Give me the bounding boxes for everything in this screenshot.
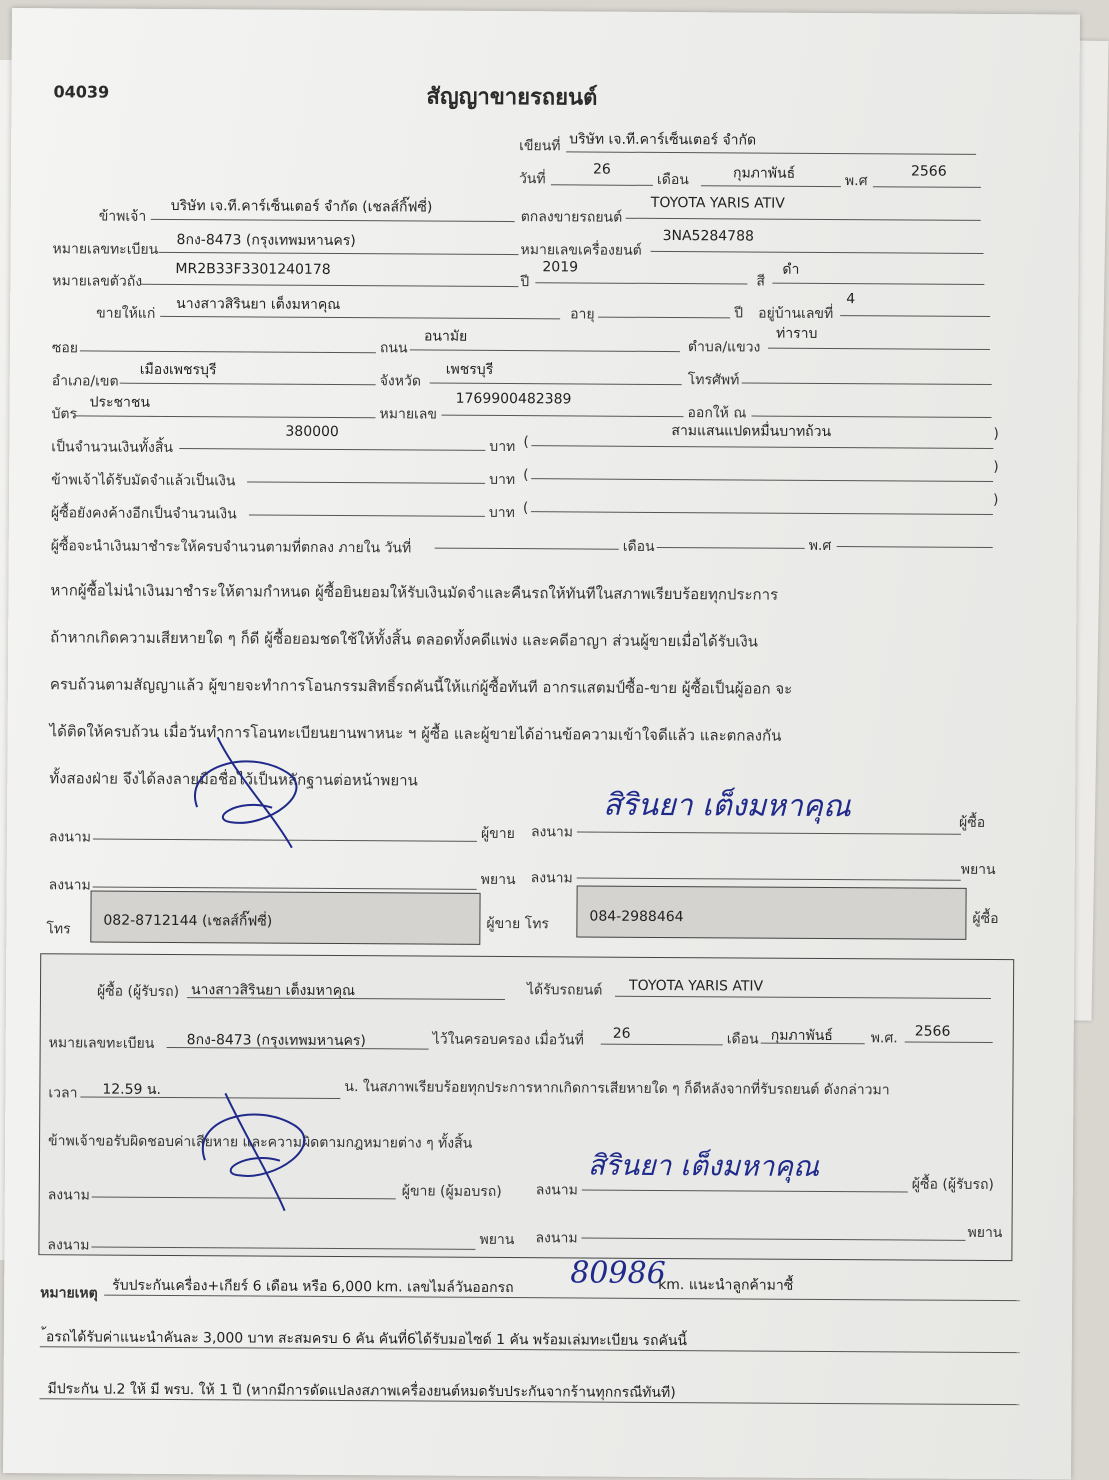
received-car-label: ได้รับรถยนต์ (526, 982, 603, 999)
total-amount-value: 380000 (285, 423, 339, 441)
card-type: ประชาชน (89, 394, 151, 411)
month-label: เดือน (656, 171, 689, 189)
remarks-line-1-tail: km. แนะนำลูกค้ามาซื้ (658, 1276, 794, 1294)
total-close-paren: ) (993, 426, 999, 443)
seller-sign-label: ลงนาม (48, 829, 92, 846)
terms-line-4: ได้ติดให้ครบถ้วน เมื่อวันทำการโอนทะเบียนยานพาหนะ ฯ ผู้ซื้อ และผู้ขายได้อ่านข้อความเข้าใจดีแล้ว และตกลงกัน (49, 722, 782, 745)
chassis-label: หมายเลขตัวถัง (52, 273, 143, 290)
remarks-line-1-rule (104, 1295, 1020, 1302)
remaining-text-line (531, 511, 993, 515)
time-value: 12.59 น. (102, 1081, 162, 1098)
written-at-label: เขียนที่ (519, 138, 561, 155)
buyer-name-line (160, 316, 560, 319)
color-value: ดำ (782, 261, 800, 278)
receipt-witness2-line (581, 1238, 965, 1241)
seller-phone-label: โทร (46, 921, 71, 938)
deposit-line (247, 481, 485, 483)
possession-day: 26 (612, 1025, 631, 1042)
due-month-line (657, 547, 805, 549)
district-value: เมืองเพชรบุรี (139, 361, 217, 379)
possession-day-line (601, 1044, 723, 1046)
plate-value: 8กง-8473 (กรุงเทพมหานคร) (176, 232, 356, 250)
buyer-sign-role: ผู้ซื้อ (958, 814, 986, 831)
seller-line (151, 219, 515, 222)
subdistrict-value: ท่าราบ (775, 325, 818, 342)
witness1-sign-line (93, 887, 477, 890)
color-line (772, 283, 984, 285)
received-car-line (615, 996, 991, 999)
card-number-value: 1769900482389 (455, 390, 572, 408)
terms-line-2: ถ้าหากเกิดความเสียหายใด ๆ ก็ดี ผู้ซื้อยอมชดใช้ให้ทั้งสิ้น ตลอดทั้งคดีแพ่ง และคดีอาญา ส่วนผู้ขายเมื่อได้รับเงิน (50, 628, 759, 651)
car-model: TOYOTA YARIS ATIV (650, 194, 785, 212)
province-label: จังหวัด (379, 373, 422, 390)
receipt-seller-sign-label: ลงนาม (47, 1187, 90, 1204)
receipt-witness2-sign-label: ลงนาม (535, 1230, 578, 1247)
witness2-role: พยาน (960, 861, 996, 879)
receipt-plate-label: หมายเลขทะเบียน (48, 1035, 155, 1052)
receipt-buyer-role: ผู้ซื้อ (ผู้รับรถ) (911, 1176, 994, 1194)
road-value: อนามัย (423, 328, 468, 345)
phone-field-label: โทรศัพท์ (687, 372, 740, 389)
issued-at-line (752, 416, 992, 418)
plate-line (159, 252, 519, 255)
seller-phone-value: 082-8712144 (เชลส์กิ๊ฟซี่) (103, 912, 273, 930)
card-label: บัตร (51, 406, 78, 423)
possession-year-label: พ.ศ. (870, 1030, 898, 1047)
year-line (873, 186, 981, 188)
receipt-seller-role: ผู้ขาย (ผู้มอบรถ) (401, 1183, 502, 1201)
subdistrict-line (768, 348, 990, 350)
province-value: เพชรบุรี (445, 361, 494, 378)
vehicle-year-value: 2019 (542, 259, 579, 276)
possession-year: 2566 (914, 1023, 951, 1040)
written-at-line (566, 151, 976, 155)
remaining-baht-label: บาท (488, 504, 515, 522)
terms-line-3: ครบถ้วนตามสัญญาแล้ว ผู้ขายจะทำการโอนกรรมสิทธิ์รถคันนี้ให้แก่ผู้ซื้อทันที อากรแสตมป์ซื้อ-ขาย ผู้ซื้อเป็นผู้ออก จะ (49, 675, 793, 698)
engine-value: 3NA5284788 (662, 227, 754, 245)
car-model-line (626, 218, 981, 221)
witness1-role: พยาน (480, 871, 516, 889)
month-line (701, 185, 841, 187)
witness1-sign-label: ลงนาม (48, 877, 91, 894)
due-year-line (837, 546, 993, 548)
total-baht-label: บาท (489, 438, 516, 456)
written-at-value: บริษัท เจ.ที.คาร์เซ็นเตอร์ จำกัด (569, 131, 757, 149)
receipt-buyer-label: ผู้ซื้อ (ผู้รับรถ) (96, 983, 180, 1001)
vehicle-receipt-section (38, 953, 1014, 1261)
province-line (430, 383, 682, 386)
color-label: สี (756, 273, 765, 290)
card-number-label: หมายเลข (379, 406, 438, 423)
road-line (410, 349, 680, 352)
card-number-line (442, 415, 684, 417)
mileage-handwritten: 80986 (570, 1255, 666, 1292)
total-amount-text: สามแสนแปดหมื่นบาทถ้วน (671, 423, 832, 441)
receipt-buyer-sign-label: ลงนาม (535, 1182, 578, 1199)
deposit-close-paren: ) (993, 459, 999, 476)
plate-label: หมายเลขทะเบียน (52, 241, 159, 258)
responsibility-text: ข้าพเจ้าขอรับผิดชอบค่าเสียหาย และความผิดตามกฎหมายต่าง ๆ ทั้งสิ้น (48, 1133, 473, 1152)
seller-signature-scribble (177, 727, 328, 858)
total-open-paren: ( (523, 434, 529, 451)
witness2-sign-line (577, 877, 961, 880)
remarks-line-1: รับประกันเครื่อง+เกียร์ 6 เดือน หรือ 6,000 km. เลขไมล์วันออกรถ (112, 1277, 514, 1297)
buyer-signature: สิรินยา เต็งมหาคุณ (603, 787, 851, 825)
engine-line (651, 251, 984, 254)
card-type-line (76, 415, 376, 418)
terms-line-5: ทั้งสองฝ่าย จึงได้ลงลายมือชื่อไว้เป็นหลักฐานต่อหน้าพยาน (49, 769, 418, 790)
deposit-text-line (531, 478, 993, 482)
buyer-sign-line (577, 831, 961, 834)
time-condition-text: น. ในสภาพเรียบร้อยทุกประการหากเกิดการเสียหายใด ๆ ก็ดีหลังจากที่รับรถยนต์ ดังกล่าวมา (344, 1079, 890, 1099)
possession-year-line (905, 1041, 993, 1043)
chassis-value: MR2B33F3301240178 (175, 261, 331, 278)
total-amount-line (179, 448, 485, 451)
seller-label: ข้าพเจ้า (98, 208, 147, 225)
total-amount-label: เป็นจำนวนเงินทั้งสิ้น (51, 439, 174, 456)
seller-sign-role: ผู้ขาย (480, 825, 515, 843)
house-no-line (840, 315, 990, 317)
total-text-line (531, 445, 993, 449)
road-label: ถนน (379, 340, 408, 357)
remaining-open-paren: ( (522, 500, 529, 517)
document-number: 04039 (53, 82, 110, 102)
witness2-sign-label: ลงนาม (530, 870, 573, 887)
remarks-label: หมายเหตุ (40, 1285, 98, 1302)
phone-field-line (742, 382, 992, 385)
remarks-line-3: มีประกัน ป.2 ให้ มี พรบ. ให้ 1 ปี (หากมีการดัดแปลงสภาพเครื่องยนต์หมดรับประกันจากร้านทุกกรณีทันที) (47, 1381, 676, 1402)
receipt-buyer-signature: สิรินยา เต็งมหาคุณ (587, 1148, 820, 1183)
house-no-label: อยู่บ้านเลขที่ (758, 305, 834, 323)
time-label: เวลา (48, 1085, 78, 1102)
date-day: 26 (592, 161, 611, 178)
terms-line-1: หากผู้ซื้อไม่นำเงินมาชำระให้ตามกำหนด ผู้ซื้อยินยอมให้รับเงินมัดจำและคืนรถให้ทันทีในสภาพเรียบร้อยทุกประการ (50, 581, 779, 604)
receipt-witness2-role: พยาน (967, 1224, 1003, 1242)
age-label: อายุ (570, 306, 595, 323)
buyer-name: นางสาวสิรินยา เต็งมหาคุณ (176, 296, 341, 314)
year-label: พ.ศ (844, 173, 868, 190)
vehicle-year-label: ปี (520, 274, 530, 291)
agree-sell-label: ตกลงขายรถยนต์ (520, 209, 623, 226)
chassis-line (140, 284, 518, 287)
contract-paper (3, 8, 1080, 1479)
year-value: 2566 (910, 163, 947, 180)
house-no-value: 4 (846, 291, 856, 308)
receipt-witness1-line (91, 1247, 475, 1250)
seller-phone-role: ผู้ขาย โทร (486, 915, 550, 933)
remaining-close-paren: ) (992, 492, 999, 509)
district-label: อำเภอ/เขต (51, 373, 119, 390)
receipt-witness1-sign-label: ลงนาม (47, 1237, 90, 1254)
seller-phone-box (90, 890, 480, 944)
date-label: วันที่ (518, 171, 546, 188)
due-day-line (435, 548, 619, 550)
district-line (120, 383, 376, 386)
vehicle-year-line (535, 282, 747, 284)
date-day-line (551, 184, 653, 186)
buyer-phone-role: ผู้ซื้อ (972, 910, 999, 928)
receipt-buyer-sign-line (582, 1190, 908, 1193)
soi-label: ซอย (51, 340, 79, 357)
issued-at-label: ออกให้ ณ (687, 405, 747, 422)
due-date-label: ผู้ซื้อจะนำเงินมาชำระให้ครบจำนวนตามที่ตกลง ภายใน วันที่ (50, 538, 412, 557)
receipt-seller-signature-scribble (190, 1085, 331, 1216)
receipt-witness1-role: พยาน (479, 1231, 515, 1249)
deposit-label: ข้าพเจ้าได้รับมัดจำแล้วเป็นเงิน (51, 472, 236, 490)
receipt-plate-value: 8กง-8473 (กรุงเทพมหานคร) (186, 1032, 366, 1050)
receipt-buyer-name: นางสาวสิรินยา เต็งมหาคุณ (190, 982, 356, 1000)
age-unit: ปี (734, 305, 744, 322)
possession-label: ไว้ในครอบครอง เมื่อวันที่ (432, 1031, 584, 1049)
remarks-line-2: ้อรถได้รับค่าแนะนำคันละ 3,000 บาท สะสมครบ 6 คัน คันที่6ได้รับมอไซด์ 1 คัน พร้อมเล่มทะเบียน รถคันนี้ (45, 1329, 688, 1350)
buyer-sign-label: ลงนาม (530, 824, 574, 841)
remaining-label: ผู้ซื้อยังคงค้างอีกเป็นจำนวนเงิน (50, 505, 237, 523)
deposit-baht-label: บาท (489, 471, 516, 489)
buyer-phone-value: 084-2988464 (589, 908, 684, 926)
sell-to-label: ขายให้แก่ (96, 305, 156, 322)
soi-line (80, 350, 376, 353)
deposit-open-paren: ( (523, 467, 529, 484)
subdistrict-label: ตำบล/แขวง (687, 339, 761, 356)
document-title: สัญญาขายรถยนต์ (426, 84, 598, 111)
age-line (598, 317, 730, 319)
month-value: กุมภาพันธ์ (732, 165, 796, 182)
due-month-label: เดือน (622, 538, 655, 555)
possession-month-label: เดือน (726, 1031, 759, 1048)
received-car-value: TOYOTA YARIS ATIV (628, 977, 764, 995)
buyer-phone-box (576, 885, 966, 939)
seller-name: บริษัท เจ.ที.คาร์เซ็นเตอร์ จำกัด (เชลส์กิ๊ฟซี่) (170, 197, 433, 216)
engine-label: หมายเลขเครื่องยนต์ (520, 242, 642, 259)
possession-month: กุมภาพันธ์ (770, 1027, 833, 1045)
remaining-line (249, 514, 485, 516)
due-year-label: พ.ศ (808, 537, 832, 555)
